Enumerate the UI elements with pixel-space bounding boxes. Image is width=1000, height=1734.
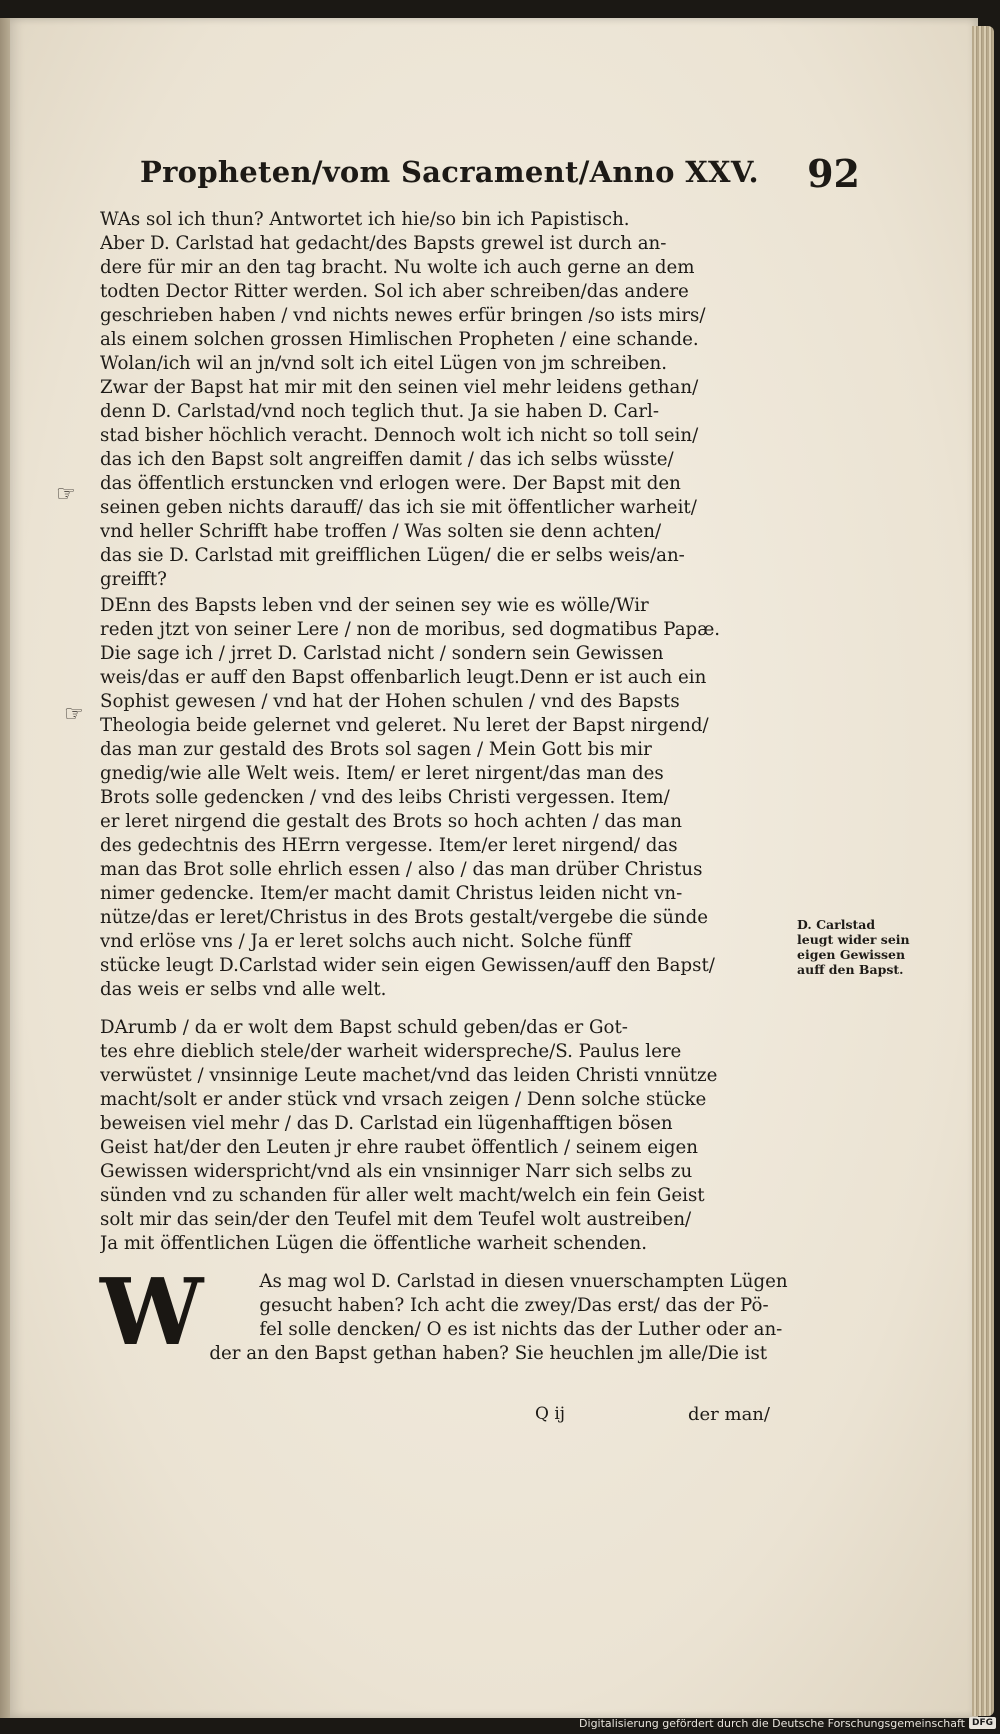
- text-line: As mag wol D. Carlstad in diesen vnuerschampten Lügen: [259, 1271, 788, 1292]
- page-header: [140, 151, 860, 205]
- text-line: Zwar der Bapst hat mir mit den seinen viel mehr leidens gethan/: [100, 377, 699, 398]
- text-line: Wolan/ich wil an jn/vnd solt ich eitel Lügen von jm schreiben.: [100, 353, 668, 374]
- text-line: vnd erlöse vns / Ja er leret solchs auch nicht. Solche fünff: [100, 931, 632, 952]
- text-line: greifft?: [100, 569, 167, 590]
- text-line: dere für mir an den tag bracht. Nu wolte ich auch gerne an dem: [100, 257, 695, 278]
- dfg-logo: DFG: [969, 1717, 996, 1729]
- text-line: macht/solt er ander stück vnd vrsach zeigen / Denn solche stücke: [100, 1089, 707, 1110]
- paragraph-2: [100, 594, 790, 1002]
- text-line: solt mir das sein/der den Teufel mit dem Teufel wolt austreiben/: [100, 1209, 692, 1230]
- text-line: Brots solle gedencken / vnd des leibs Christi vergessen. Item/: [100, 787, 670, 808]
- paragraph-3: [100, 1016, 790, 1256]
- text-line: nimer gedencke. Item/er macht damit Christus leiden nicht vn-: [100, 883, 683, 904]
- drop-cap-initial: W: [100, 1258, 204, 1366]
- text-line: er leret nirgend die gestalt des Brots so hoch achten / das man: [100, 811, 682, 832]
- text-line: fel solle dencken/ O es ist nichts das der Luther oder an-: [259, 1319, 783, 1340]
- manicule-pointer-icon: ☞: [64, 702, 84, 727]
- text-line: das öffentlich erstuncken vnd erlogen were. Der Bapst mit den: [100, 473, 681, 494]
- text-line: beweisen viel mehr / das D. Carlstad ein lügenhafftigen bösen: [100, 1113, 673, 1134]
- marginal-note-line: auff den Bapst.: [797, 962, 904, 977]
- text-line: DEnn des Bapsts leben vnd der seinen sey wie es wölle/Wir: [100, 595, 649, 616]
- text-line: sünden vnd zu schanden für aller welt macht/welch ein fein Geist: [100, 1185, 705, 1206]
- text-line: reden jtzt von seiner Lere / non de moribus, sed dogmatibus Papæ.: [100, 619, 721, 640]
- text-line: das ich den Bapst solt angreiffen damit / das ich selbs wüsste/: [100, 449, 674, 470]
- catchword: der man/: [688, 1404, 770, 1425]
- text-line: gesucht haben? Ich acht die zwey/Das erst/ das der Pö-: [259, 1295, 769, 1316]
- text-line: stad bisher höchlich veracht. Dennoch wolt ich nicht so toll sein/: [100, 425, 699, 446]
- text-line: Ja mit öffentlichen Lügen die öffentliche warheit schenden.: [100, 1233, 648, 1254]
- text-line: verwüstet / vnsinnige Leute machet/vnd das leiden Christi vnnütze: [100, 1065, 718, 1086]
- text-line: das sie D. Carlstad mit greifflichen Lügen/ die er selbs weis/an-: [100, 545, 685, 566]
- signature-mark: Q ij: [535, 1404, 566, 1424]
- text-line: seinen geben nichts darauff/ das ich sie mit öffentlicher warheit/: [100, 497, 697, 518]
- credit-text: Digitalisierung gefördert durch die Deutsche Forschungsgemeinschaft: [579, 1716, 965, 1730]
- text-line: tes ehre dieblich stele/der warheit widerspreche/S. Paulus lere: [100, 1041, 682, 1062]
- text-line: todten Dector Ritter werden. Sol ich aber schreiben/das andere: [100, 281, 689, 302]
- text-line: nütze/das er leret/Christus in des Brots gestalt/vergebe die sünde: [100, 907, 709, 928]
- text-line: Aber D. Carlstad hat gedacht/des Bapsts grewel ist durch an-: [100, 233, 667, 254]
- digitization-credit: [579, 1714, 996, 1732]
- text-line: Gewissen widerspricht/vnd als ein vnsinniger Narr sich selbs zu: [100, 1161, 693, 1182]
- text-line: Sophist gewesen / vnd hat der Hohen schulen / vnd des Bapsts: [100, 691, 680, 712]
- text-line: gnedig/wie alle Welt weis. Item/ er leret nirgent/das man des: [100, 763, 664, 784]
- running-head: Propheten/vom Sacrament/Anno XXV.: [140, 155, 759, 189]
- marginal-note: [797, 917, 937, 977]
- text-line: stücke leugt D.Carlstad wider sein eigen Gewissen/auff den Bapst/: [100, 955, 715, 976]
- page-stack-edge: [972, 26, 994, 1716]
- text-line: geschrieben haben / vnd nichts newes erfür bringen /so ists mirs/: [100, 305, 706, 326]
- text-line: DArumb / da er wolt dem Bapst schuld geben/das er Got-: [100, 1017, 628, 1038]
- marginal-note-line: leugt wider sein: [797, 932, 910, 947]
- text-line: WAs sol ich thun? Antwortet ich hie/so bin ich Papistisch.: [100, 209, 630, 230]
- text-line: Theologia beide gelernet vnd geleret. Nu leret der Bapst nirgend/: [100, 715, 709, 736]
- marginal-note-line: D. Carlstad: [797, 917, 876, 932]
- text-line: weis/das er auff den Bapst offenbarlich leugt.Denn er ist auch ein: [100, 667, 707, 688]
- text-line: denn D. Carlstad/vnd noch teglich thut. Ja sie haben D. Carl-: [100, 401, 660, 422]
- body-text: [100, 208, 790, 1366]
- text-line: das weis er selbs vnd alle welt.: [100, 979, 387, 1000]
- text-line: man das Brot solle ehrlich essen / also / das man drüber Christus: [100, 859, 703, 880]
- manicule-pointer-icon: ☞: [56, 482, 76, 507]
- text-line: der an den Bapst gethan haben? Sie heuchlen jm alle/Die ist: [209, 1343, 768, 1364]
- text-line: als einem solchen grossen Himlischen Propheten / eine schande.: [100, 329, 699, 350]
- marginal-note-line: eigen Gewissen: [797, 947, 906, 962]
- text-line: Geist hat/der den Leuten jr ehre raubet öffentlich / seinem eigen: [100, 1137, 699, 1158]
- page-number: 92: [807, 151, 860, 196]
- text-line: das man zur gestald des Brots sol sagen / Mein Gott bis mir: [100, 739, 652, 760]
- text-line: vnd heller Schrifft habe troffen / Was solten sie denn achten/: [100, 521, 662, 542]
- paragraph-1: [100, 208, 790, 592]
- text-line: Die sage ich / jrret D. Carlstad nicht / sondern sein Gewissen: [100, 643, 664, 664]
- text-line: des gedechtnis des HErrn vergesse. Item/er leret nirgend/ das: [100, 835, 678, 856]
- paragraph-4: [100, 1258, 790, 1366]
